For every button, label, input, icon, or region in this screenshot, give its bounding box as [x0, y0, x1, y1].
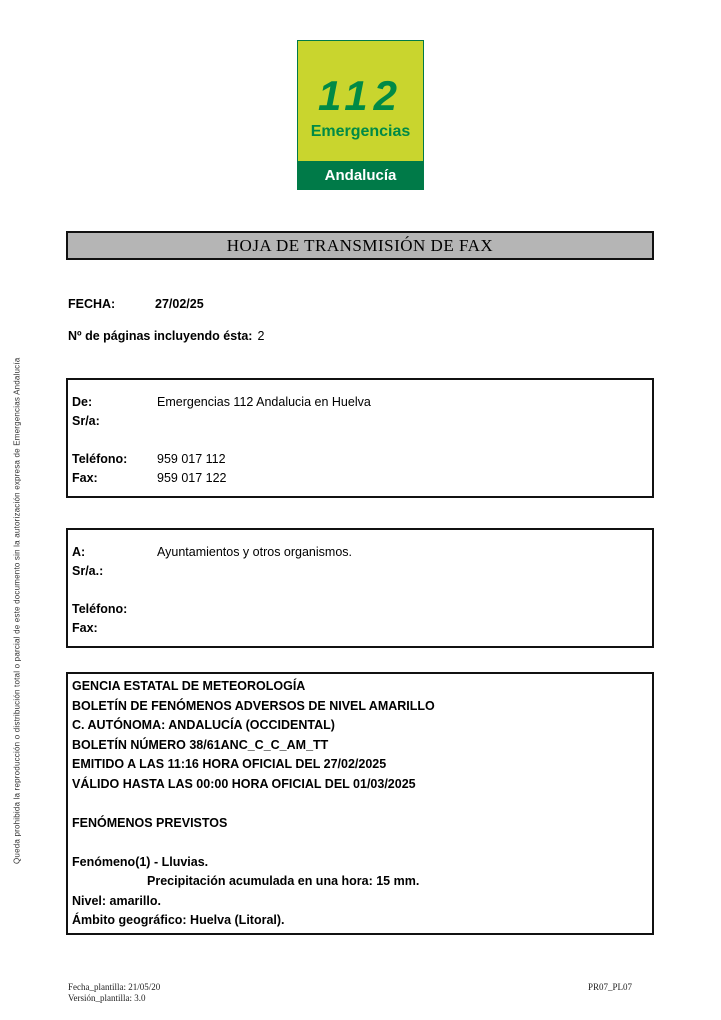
recipient-spacer — [72, 581, 646, 600]
pages-label: Nº de páginas incluyendo ésta: — [68, 329, 253, 343]
weather-bulletin-box — [66, 672, 654, 935]
sender-sra-row — [72, 412, 646, 431]
message-line: Ámbito geográfico: Huelva (Litoral). — [72, 913, 285, 927]
message-line: GENCIA ESTATAL DE METEOROLOGÍA — [72, 679, 306, 693]
message-line: C. AUTÓNOMA: ANDALUCÍA (OCCIDENTAL) — [72, 718, 335, 732]
message-line: BOLETÍN DE FENÓMENOS ADVERSOS DE NIVEL AMARILLO — [72, 698, 435, 713]
page-title: HOJA DE TRANSMISIÓN DE FAX — [226, 235, 494, 255]
sender-fax-label: Fax: — [72, 471, 98, 485]
sender-fax-value: 959 017 122 — [157, 471, 227, 485]
sender-telefono-row — [72, 450, 646, 469]
recipient-a-value: Ayuntamientos y otros organismos. — [157, 545, 353, 559]
recipient-box — [66, 528, 654, 648]
recipient-sra-row — [72, 562, 646, 581]
logo-top-area — [298, 41, 423, 161]
message-blank-line — [72, 833, 646, 853]
logo-subtitle: Emergencias — [310, 123, 411, 140]
recipient-a-row — [72, 543, 646, 562]
recipient-fax-row — [72, 619, 646, 638]
recipient-a-label: A: — [72, 545, 86, 559]
message-line: Nivel: amarillo. — [72, 893, 161, 908]
sender-spacer — [72, 431, 646, 450]
emergencias-112-logo — [297, 40, 424, 190]
message-line: BOLETÍN NÚMERO 38/61ANC_C_C_AM_TT — [72, 737, 329, 752]
recipient-sra-label: Sr/a.: — [72, 564, 104, 578]
pages-value: 2 — [257, 329, 265, 343]
message-line: Precipitación acumulada en una hora: 15 mm. — [147, 874, 420, 888]
message-line: VÁLIDO HASTA LAS 00:00 HORA OFICIAL DEL 01/03/2025 — [72, 776, 416, 791]
sender-de-value: Emergencias 112 Andalucia en Huelva — [157, 395, 371, 409]
message-line: FENÓMENOS PREVISTOS — [72, 815, 228, 830]
recipient-telefono-label: Teléfono: — [72, 602, 128, 616]
footer-document-code: PR07_PL07 — [588, 982, 633, 992]
sender-box — [66, 378, 654, 498]
copyright-vertical-note: Queda prohibida la reproducción o distribución total o parcial de este documento sin la autorización expresa de Emergencias Andalucía — [12, 357, 22, 865]
pages-row — [68, 329, 264, 343]
fecha-value: 27/02/25 — [155, 297, 204, 311]
sender-telefono-label: Teléfono: — [72, 452, 128, 466]
logo-region-band: Andalucía — [298, 161, 423, 189]
message-blank-line — [72, 794, 646, 814]
sender-de-row — [72, 393, 646, 412]
fecha-row — [68, 297, 204, 311]
sender-fax-row — [72, 469, 646, 488]
footer-template-version: Versión_plantilla: 3.0 — [68, 993, 146, 1003]
logo-number-112: 112 — [318, 72, 403, 119]
sender-telefono-value: 959 017 112 — [157, 452, 226, 466]
message-line: Fenómeno(1) - Lluvias. — [72, 854, 209, 869]
recipient-telefono-row — [72, 600, 646, 619]
sender-de-label: De: — [72, 395, 93, 409]
footer-template-date: Fecha_plantilla: 21/05/20 — [68, 982, 161, 992]
footer-template-info — [68, 982, 160, 1004]
recipient-fax-label: Fax: — [72, 621, 98, 635]
sender-sra-label: Sr/a: — [72, 414, 100, 428]
message-line: EMITIDO A LAS 11:16 HORA OFICIAL DEL 27/02/2025 — [72, 757, 387, 771]
fecha-label: FECHA: — [68, 297, 116, 311]
fax-title-bar — [66, 231, 654, 260]
